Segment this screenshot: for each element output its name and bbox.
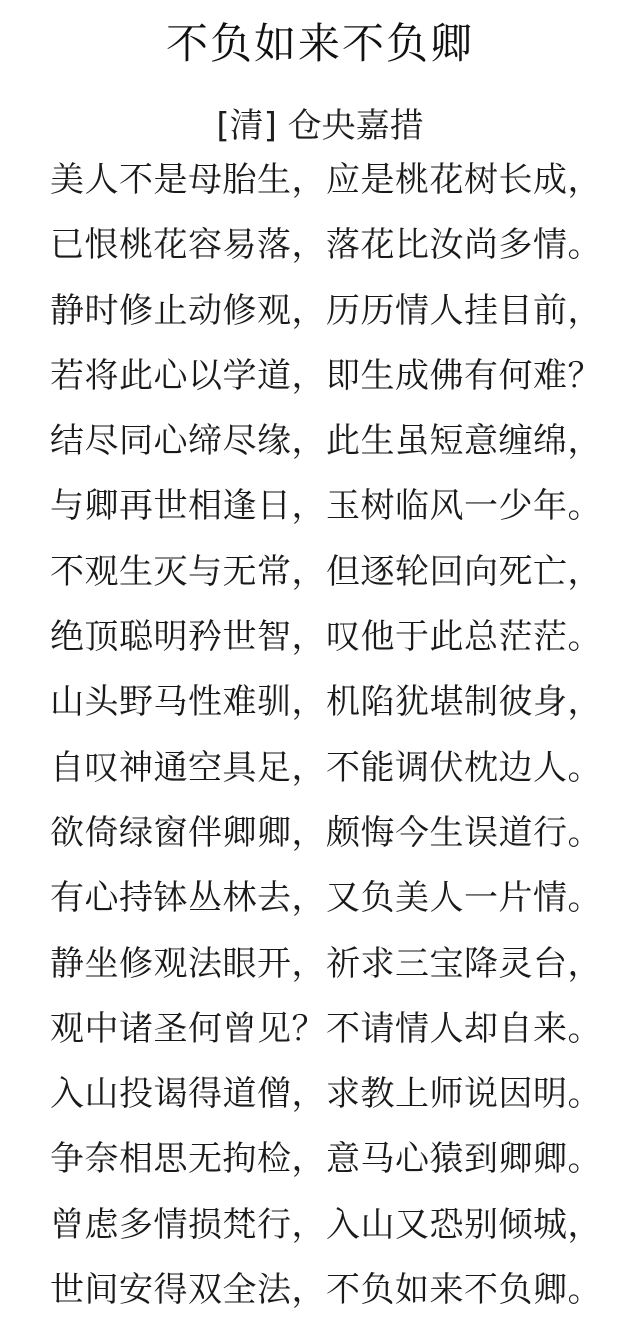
poem-line: 入山投谒得道僧，求教上师说因明。 — [50, 1074, 602, 1115]
poem-line: 世间安得双全法，不负如来不负卿。 — [50, 1270, 602, 1311]
poem-line: 绝顶聪明矜世智，叹他于此总茫茫。 — [50, 617, 602, 658]
poem-author: [清] 仓央嘉措 — [216, 106, 424, 146]
poem-line: 山头野马性难驯，机陷犹堪制彼身， — [50, 682, 602, 723]
poem-line: 结尽同心缔尽缘，此生虽短意缠绵， — [50, 421, 602, 462]
poem-line: 美人不是母胎生，应是桃花树长成， — [50, 160, 602, 200]
poem-line: 已恨桃花容易落，落花比汝尚多情。 — [50, 225, 602, 266]
poem-line: 与卿再世相逢日，玉树临风一少年。 — [50, 486, 602, 527]
poem-body — [50, 148, 610, 1323]
poem-line: 自叹神通空具足，不能调伏枕边人。 — [50, 747, 602, 788]
poem-line: 观中诸圣何曾见？不请情人却自来。 — [50, 1008, 602, 1049]
poem-line: 静坐修观法眼开，祈求三宝降灵台， — [50, 943, 602, 984]
poem-line: 不观生灭与无常，但逐轮回向死亡， — [50, 551, 602, 592]
poem-line: 有心持钵丛林去，又负美人一片情。 — [50, 878, 602, 919]
poem-line: 静时修止动修观，历历情人挂目前， — [50, 290, 602, 331]
poem-line: 若将此心以学道，即生成佛有何难？ — [50, 355, 602, 396]
poem-line: 欲倚绿窗伴卿卿，颇悔今生误道行。 — [50, 812, 602, 853]
poem-line: 争奈相思无拘检，意马心猿到卿卿。 — [50, 1139, 602, 1180]
poem-line: 曾虑多情损梵行，入山又恐别倾城， — [50, 1204, 602, 1245]
poem-title: 不负如来不负卿 — [165, 19, 474, 68]
